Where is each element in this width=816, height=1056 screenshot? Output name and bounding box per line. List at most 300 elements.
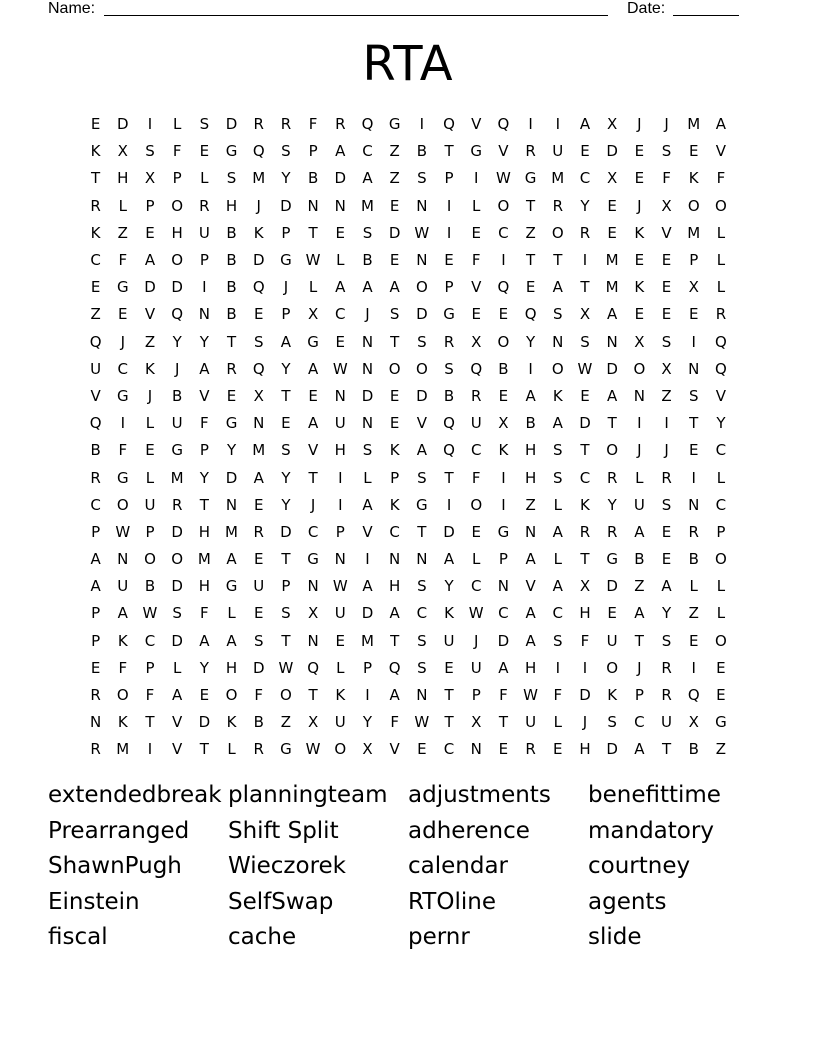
grid-letter[interactable]: N bbox=[117, 550, 129, 569]
grid-letter[interactable]: Q bbox=[497, 278, 510, 297]
grid-letter[interactable]: E bbox=[688, 305, 699, 324]
grid-letter[interactable]: B bbox=[525, 414, 536, 433]
grid-letter[interactable]: A bbox=[389, 604, 400, 623]
grid-letter[interactable]: I bbox=[365, 550, 370, 569]
grid-letter[interactable]: T bbox=[417, 522, 427, 541]
grid-letter[interactable]: F bbox=[200, 604, 209, 623]
grid-letter[interactable]: Y bbox=[199, 332, 209, 351]
grid-letter[interactable]: U bbox=[334, 414, 346, 433]
grid-letter[interactable]: D bbox=[280, 522, 292, 541]
grid-letter[interactable]: M bbox=[252, 441, 266, 460]
grid-letter[interactable]: M bbox=[605, 251, 619, 270]
grid-letter[interactable]: M bbox=[605, 278, 619, 297]
grid-letter[interactable]: R bbox=[525, 142, 536, 161]
grid-letter[interactable]: H bbox=[524, 441, 537, 460]
grid-letter[interactable]: A bbox=[607, 386, 618, 405]
grid-letter[interactable]: E bbox=[253, 305, 264, 324]
grid-letter[interactable]: R bbox=[443, 332, 455, 351]
grid-letter[interactable]: Z bbox=[525, 495, 536, 514]
grid-letter[interactable]: H bbox=[171, 223, 183, 242]
grid-letter[interactable]: C bbox=[634, 713, 645, 732]
grid-letter[interactable]: A bbox=[634, 522, 645, 541]
grid-letter[interactable]: S bbox=[661, 495, 672, 514]
grid-letter[interactable]: E bbox=[716, 658, 726, 677]
grid-letter[interactable]: N bbox=[307, 196, 319, 215]
grid-letter[interactable]: D bbox=[606, 577, 618, 596]
grid-letter[interactable]: A bbox=[144, 251, 156, 270]
grid-letter[interactable]: Y bbox=[661, 604, 672, 623]
grid-letter[interactable]: J bbox=[147, 386, 153, 405]
grid-letter[interactable]: U bbox=[525, 713, 537, 732]
grid-letter[interactable]: V bbox=[172, 713, 183, 732]
grid-letter[interactable]: S bbox=[199, 115, 210, 134]
grid-letter[interactable]: P bbox=[199, 441, 209, 460]
grid-letter[interactable]: I bbox=[365, 686, 370, 705]
grid-letter[interactable]: S bbox=[553, 468, 563, 487]
grid-letter[interactable]: T bbox=[526, 251, 536, 270]
grid-letter[interactable]: M bbox=[170, 468, 184, 487]
grid-letter[interactable]: D bbox=[171, 631, 183, 650]
grid-letter[interactable]: E bbox=[688, 441, 699, 460]
grid-letter[interactable]: Z bbox=[389, 169, 400, 188]
grid-letter[interactable]: F bbox=[118, 251, 128, 270]
grid-letter[interactable]: A bbox=[362, 577, 373, 596]
grid-letter[interactable]: N bbox=[361, 414, 374, 433]
grid-letter[interactable]: J bbox=[664, 441, 669, 460]
grid-letter[interactable]: D bbox=[225, 468, 238, 487]
grid-letter[interactable]: T bbox=[580, 550, 590, 569]
grid-letter[interactable]: T bbox=[91, 169, 101, 188]
grid-letter[interactable]: N bbox=[334, 386, 346, 405]
grid-letter[interactable]: O bbox=[497, 196, 510, 215]
grid-letter[interactable]: T bbox=[308, 468, 318, 487]
grid-letter[interactable]: C bbox=[470, 441, 482, 460]
grid-letter[interactable]: K bbox=[634, 278, 645, 297]
grid-letter[interactable]: H bbox=[334, 441, 346, 460]
grid-letter[interactable]: L bbox=[145, 468, 155, 487]
grid-letter[interactable]: U bbox=[470, 658, 482, 677]
grid-letter[interactable]: W bbox=[332, 577, 348, 596]
grid-letter[interactable]: P bbox=[145, 658, 155, 677]
grid-letter[interactable]: C bbox=[498, 604, 509, 623]
grid-letter[interactable]: A bbox=[362, 278, 373, 297]
grid-letter[interactable]: P bbox=[281, 577, 291, 596]
grid-letter[interactable]: C bbox=[715, 495, 727, 514]
grid-letter[interactable]: B bbox=[443, 386, 455, 405]
grid-letter[interactable]: F bbox=[471, 468, 481, 487]
grid-letter[interactable]: A bbox=[715, 115, 727, 134]
grid-letter[interactable]: J bbox=[637, 115, 642, 134]
grid-letter[interactable]: A bbox=[498, 658, 509, 677]
grid-letter[interactable]: W bbox=[332, 359, 348, 378]
grid-letter[interactable]: N bbox=[524, 522, 537, 541]
grid-letter[interactable]: Q bbox=[388, 658, 401, 677]
grid-letter[interactable]: Q bbox=[252, 359, 265, 378]
grid-letter[interactable]: X bbox=[362, 740, 373, 759]
grid-letter[interactable]: F bbox=[390, 713, 399, 732]
grid-letter[interactable]: R bbox=[253, 115, 264, 134]
grid-letter[interactable]: E bbox=[389, 196, 400, 215]
grid-letter[interactable]: H bbox=[579, 740, 591, 759]
grid-letter[interactable]: T bbox=[661, 740, 672, 759]
grid-letter[interactable]: R bbox=[661, 468, 672, 487]
grid-letter[interactable]: R bbox=[606, 468, 618, 487]
grid-letter[interactable]: A bbox=[661, 577, 672, 596]
grid-letter[interactable]: S bbox=[253, 332, 264, 351]
grid-letter[interactable]: U bbox=[144, 495, 156, 514]
grid-letter[interactable]: I bbox=[528, 359, 533, 378]
grid-letter[interactable]: L bbox=[716, 604, 726, 623]
grid-letter[interactable]: U bbox=[443, 631, 455, 650]
grid-letter[interactable]: C bbox=[117, 359, 129, 378]
grid-letter[interactable]: E bbox=[417, 740, 427, 759]
grid-letter[interactable]: A bbox=[335, 278, 346, 297]
grid-letter[interactable]: Z bbox=[144, 332, 156, 351]
grid-letter[interactable]: O bbox=[116, 686, 129, 705]
grid-letter[interactable]: V bbox=[715, 386, 727, 405]
grid-letter[interactable]: D bbox=[225, 115, 238, 134]
grid-letter[interactable]: E bbox=[90, 278, 101, 297]
grid-letter[interactable]: A bbox=[525, 604, 536, 623]
grid-letter[interactable]: G bbox=[225, 577, 238, 596]
grid-letter[interactable]: M bbox=[252, 169, 266, 188]
grid-letter[interactable]: B bbox=[226, 251, 237, 270]
grid-letter[interactable]: K bbox=[634, 223, 645, 242]
grid-letter[interactable]: T bbox=[580, 278, 590, 297]
grid-letter[interactable]: U bbox=[470, 414, 482, 433]
grid-letter[interactable]: L bbox=[553, 550, 562, 569]
grid-letter[interactable]: N bbox=[552, 332, 564, 351]
grid-letter[interactable]: J bbox=[120, 332, 125, 351]
grid-letter[interactable]: A bbox=[552, 278, 563, 297]
grid-letter[interactable]: E bbox=[607, 196, 617, 215]
grid-letter[interactable]: T bbox=[607, 414, 617, 433]
grid-letter[interactable]: E bbox=[444, 658, 454, 677]
grid-letter[interactable]: H bbox=[524, 658, 537, 677]
grid-letter[interactable]: C bbox=[90, 495, 101, 514]
grid-letter[interactable]: G bbox=[116, 468, 129, 487]
grid-letter[interactable]: E bbox=[389, 414, 400, 433]
grid-letter[interactable]: X bbox=[117, 142, 128, 161]
grid-letter[interactable]: W bbox=[523, 686, 539, 705]
grid-letter[interactable]: H bbox=[389, 577, 401, 596]
grid-letter[interactable]: T bbox=[281, 631, 291, 650]
grid-letter[interactable]: E bbox=[90, 658, 101, 677]
grid-letter[interactable]: C bbox=[579, 468, 591, 487]
grid-letter[interactable]: F bbox=[580, 631, 590, 650]
grid-letter[interactable]: E bbox=[688, 631, 699, 650]
grid-letter[interactable]: K bbox=[580, 495, 590, 514]
grid-letter[interactable]: L bbox=[635, 468, 644, 487]
grid-letter[interactable]: D bbox=[361, 386, 374, 405]
grid-letter[interactable]: B bbox=[688, 550, 699, 569]
grid-letter[interactable]: I bbox=[147, 115, 153, 134]
grid-letter[interactable]: U bbox=[606, 631, 618, 650]
grid-letter[interactable]: B bbox=[253, 713, 264, 732]
grid-letter[interactable]: O bbox=[144, 550, 156, 569]
grid-letter[interactable]: R bbox=[90, 196, 101, 215]
grid-letter[interactable]: Z bbox=[389, 142, 400, 161]
grid-letter[interactable]: L bbox=[472, 550, 481, 569]
grid-letter[interactable]: P bbox=[689, 251, 699, 270]
grid-letter[interactable]: O bbox=[551, 359, 564, 378]
grid-letter[interactable]: O bbox=[606, 441, 619, 460]
grid-letter[interactable]: Q bbox=[443, 414, 455, 433]
grid-letter[interactable]: D bbox=[416, 305, 428, 324]
grid-letter[interactable]: T bbox=[226, 332, 237, 351]
grid-letter[interactable]: H bbox=[117, 169, 129, 188]
grid-letter[interactable]: Q bbox=[89, 414, 102, 433]
grid-letter[interactable]: Q bbox=[252, 278, 265, 297]
grid-letter[interactable]: R bbox=[171, 495, 183, 514]
grid-letter[interactable]: F bbox=[172, 142, 182, 161]
grid-letter[interactable]: I bbox=[446, 495, 452, 514]
grid-letter[interactable]: O bbox=[334, 740, 347, 759]
grid-letter[interactable]: E bbox=[335, 332, 346, 351]
grid-letter[interactable]: C bbox=[144, 631, 156, 650]
grid-letter[interactable]: L bbox=[172, 115, 182, 134]
grid-letter[interactable]: L bbox=[716, 251, 726, 270]
grid-letter[interactable]: P bbox=[362, 658, 372, 677]
grid-letter[interactable]: N bbox=[334, 196, 346, 215]
grid-letter[interactable]: Q bbox=[524, 305, 537, 324]
grid-letter[interactable]: R bbox=[253, 740, 264, 759]
grid-letter[interactable]: E bbox=[716, 686, 726, 705]
grid-letter[interactable]: W bbox=[495, 169, 511, 188]
grid-letter[interactable]: U bbox=[198, 223, 210, 242]
grid-letter[interactable]: U bbox=[90, 359, 102, 378]
grid-letter[interactable]: E bbox=[335, 223, 346, 242]
grid-letter[interactable]: G bbox=[171, 441, 183, 460]
grid-letter[interactable]: Z bbox=[661, 386, 672, 405]
grid-letter[interactable]: M bbox=[360, 196, 374, 215]
grid-letter[interactable]: J bbox=[637, 658, 642, 677]
grid-letter[interactable]: S bbox=[281, 142, 291, 161]
grid-letter[interactable]: Q bbox=[361, 115, 374, 134]
grid-letter[interactable]: G bbox=[524, 169, 537, 188]
grid-letter[interactable]: O bbox=[715, 550, 727, 569]
grid-letter[interactable]: R bbox=[606, 522, 618, 541]
grid-letter[interactable]: V bbox=[715, 142, 727, 161]
grid-letter[interactable]: L bbox=[716, 223, 726, 242]
grid-letter[interactable]: E bbox=[90, 115, 101, 134]
grid-letter[interactable]: K bbox=[253, 223, 264, 242]
grid-letter[interactable]: K bbox=[90, 223, 101, 242]
grid-letter[interactable]: I bbox=[501, 251, 506, 270]
grid-letter[interactable]: I bbox=[582, 251, 588, 270]
grid-letter[interactable]: M bbox=[687, 223, 701, 242]
grid-letter[interactable]: F bbox=[499, 686, 508, 705]
grid-letter[interactable]: K bbox=[552, 386, 563, 405]
grid-letter[interactable]: G bbox=[280, 740, 292, 759]
grid-letter[interactable]: E bbox=[444, 251, 454, 270]
grid-letter[interactable]: P bbox=[498, 550, 508, 569]
grid-letter[interactable]: V bbox=[362, 522, 373, 541]
grid-letter[interactable]: F bbox=[118, 658, 128, 677]
grid-letter[interactable]: C bbox=[389, 522, 400, 541]
grid-letter[interactable]: E bbox=[634, 251, 645, 270]
grid-letter[interactable]: L bbox=[553, 495, 562, 514]
grid-letter[interactable]: P bbox=[471, 686, 481, 705]
grid-letter[interactable]: A bbox=[634, 740, 645, 759]
grid-letter[interactable]: T bbox=[199, 740, 209, 759]
grid-letter[interactable]: E bbox=[498, 386, 509, 405]
grid-letter[interactable]: D bbox=[171, 278, 183, 297]
grid-letter[interactable]: Y bbox=[199, 468, 209, 487]
grid-letter[interactable]: C bbox=[715, 441, 727, 460]
grid-letter[interactable]: Q bbox=[443, 441, 455, 460]
grid-letter[interactable]: E bbox=[661, 251, 672, 270]
grid-letter[interactable]: G bbox=[443, 305, 455, 324]
grid-letter[interactable]: Z bbox=[280, 713, 292, 732]
grid-letter[interactable]: S bbox=[281, 604, 291, 623]
grid-letter[interactable]: G bbox=[116, 386, 129, 405]
grid-letter[interactable]: A bbox=[525, 550, 536, 569]
grid-letter[interactable]: O bbox=[388, 359, 401, 378]
grid-letter[interactable]: U bbox=[661, 713, 673, 732]
grid-letter[interactable]: E bbox=[253, 550, 264, 569]
grid-letter[interactable]: Y bbox=[281, 169, 291, 188]
grid-letter[interactable]: M bbox=[225, 522, 238, 541]
grid-letter[interactable]: W bbox=[115, 522, 131, 541]
grid-letter[interactable]: X bbox=[688, 278, 699, 297]
grid-letter[interactable]: T bbox=[526, 196, 536, 215]
grid-letter[interactable]: I bbox=[446, 196, 452, 215]
grid-letter[interactable]: Q bbox=[497, 115, 510, 134]
grid-letter[interactable]: D bbox=[144, 278, 156, 297]
grid-letter[interactable]: I bbox=[202, 278, 207, 297]
grid-letter[interactable]: A bbox=[525, 386, 536, 405]
grid-letter[interactable]: S bbox=[226, 169, 237, 188]
grid-letter[interactable]: I bbox=[691, 332, 696, 351]
grid-letter[interactable]: D bbox=[171, 522, 183, 541]
grid-letter[interactable]: X bbox=[661, 196, 672, 215]
grid-letter[interactable]: E bbox=[199, 686, 210, 705]
grid-letter[interactable]: I bbox=[664, 414, 669, 433]
grid-letter[interactable]: Y bbox=[580, 196, 590, 215]
grid-letter[interactable]: T bbox=[444, 713, 454, 732]
grid-letter[interactable]: N bbox=[688, 495, 700, 514]
grid-letter[interactable]: E bbox=[634, 169, 645, 188]
grid-letter[interactable]: Y bbox=[526, 332, 536, 351]
grid-letter[interactable]: R bbox=[90, 468, 101, 487]
grid-letter[interactable]: I bbox=[501, 495, 506, 514]
grid-letter[interactable]: E bbox=[661, 522, 672, 541]
grid-letter[interactable]: C bbox=[579, 169, 591, 188]
grid-letter[interactable]: Q bbox=[307, 658, 319, 677]
grid-letter[interactable]: I bbox=[691, 658, 696, 677]
grid-letter[interactable]: E bbox=[525, 278, 536, 297]
grid-letter[interactable]: J bbox=[310, 495, 316, 514]
grid-letter[interactable]: G bbox=[715, 713, 727, 732]
grid-letter[interactable]: G bbox=[225, 142, 238, 161]
grid-letter[interactable]: G bbox=[606, 550, 618, 569]
grid-letter[interactable]: W bbox=[305, 251, 321, 270]
grid-letter[interactable]: E bbox=[607, 223, 617, 242]
grid-letter[interactable]: T bbox=[308, 223, 318, 242]
grid-letter[interactable]: N bbox=[688, 359, 700, 378]
grid-letter[interactable]: Z bbox=[634, 577, 645, 596]
grid-letter[interactable]: S bbox=[661, 142, 672, 161]
grid-letter[interactable]: R bbox=[199, 196, 210, 215]
grid-letter[interactable]: D bbox=[579, 414, 591, 433]
grid-letter[interactable]: T bbox=[444, 142, 454, 161]
grid-letter[interactable]: K bbox=[389, 441, 400, 460]
grid-letter[interactable]: A bbox=[117, 604, 128, 623]
grid-letter[interactable]: F bbox=[308, 115, 318, 134]
grid-letter[interactable]: A bbox=[90, 550, 101, 569]
grid-letter[interactable]: S bbox=[417, 332, 427, 351]
grid-letter[interactable]: T bbox=[444, 686, 454, 705]
grid-letter[interactable]: E bbox=[634, 305, 645, 324]
grid-letter[interactable]: B bbox=[172, 386, 183, 405]
grid-letter[interactable]: L bbox=[716, 468, 726, 487]
grid-letter[interactable]: B bbox=[362, 251, 373, 270]
grid-letter[interactable]: P bbox=[634, 686, 644, 705]
grid-letter[interactable]: T bbox=[444, 468, 454, 487]
grid-letter[interactable]: I bbox=[582, 658, 588, 677]
grid-letter[interactable]: A bbox=[416, 441, 427, 460]
grid-letter[interactable]: R bbox=[90, 686, 101, 705]
grid-letter[interactable]: P bbox=[281, 305, 291, 324]
grid-letter[interactable]: X bbox=[688, 713, 699, 732]
grid-letter[interactable]: T bbox=[390, 332, 400, 351]
grid-letter[interactable]: Q bbox=[715, 359, 727, 378]
grid-letter[interactable]: P bbox=[172, 169, 182, 188]
grid-letter[interactable]: E bbox=[688, 142, 699, 161]
grid-letter[interactable]: I bbox=[419, 115, 425, 134]
grid-letter[interactable]: I bbox=[338, 495, 343, 514]
grid-letter[interactable]: Q bbox=[443, 115, 455, 134]
grid-letter[interactable]: K bbox=[389, 495, 400, 514]
grid-letter[interactable]: H bbox=[225, 658, 238, 677]
grid-letter[interactable]: E bbox=[553, 740, 563, 759]
grid-letter[interactable]: E bbox=[471, 522, 481, 541]
grid-letter[interactable]: I bbox=[637, 414, 642, 433]
grid-letter[interactable]: A bbox=[389, 686, 400, 705]
grid-letter[interactable]: U bbox=[334, 713, 346, 732]
grid-letter[interactable]: Q bbox=[89, 332, 102, 351]
grid-letter[interactable]: N bbox=[334, 550, 346, 569]
grid-letter[interactable]: X bbox=[144, 169, 156, 188]
grid-letter[interactable]: N bbox=[225, 495, 238, 514]
grid-letter[interactable]: K bbox=[117, 713, 128, 732]
grid-letter[interactable]: P bbox=[91, 522, 101, 541]
grid-letter[interactable]: P bbox=[308, 142, 318, 161]
grid-letter[interactable]: A bbox=[389, 278, 400, 297]
grid-letter[interactable]: F bbox=[118, 441, 128, 460]
grid-letter[interactable]: B bbox=[226, 305, 237, 324]
grid-letter[interactable]: D bbox=[334, 169, 347, 188]
grid-letter[interactable]: D bbox=[606, 142, 618, 161]
grid-letter[interactable]: X bbox=[471, 332, 482, 351]
grid-letter[interactable]: V bbox=[389, 740, 400, 759]
grid-letter[interactable]: F bbox=[471, 251, 481, 270]
grid-letter[interactable]: L bbox=[689, 577, 698, 596]
grid-letter[interactable]: D bbox=[606, 359, 618, 378]
grid-letter[interactable]: L bbox=[200, 169, 209, 188]
grid-letter[interactable]: E bbox=[498, 740, 509, 759]
grid-letter[interactable]: X bbox=[607, 115, 618, 134]
grid-letter[interactable]: G bbox=[225, 414, 238, 433]
grid-letter[interactable]: N bbox=[606, 332, 618, 351]
grid-letter[interactable]: L bbox=[227, 604, 236, 623]
grid-letter[interactable]: J bbox=[256, 196, 261, 215]
grid-letter[interactable]: A bbox=[552, 577, 563, 596]
grid-letter[interactable]: Y bbox=[226, 441, 237, 460]
grid-letter[interactable]: Y bbox=[716, 414, 726, 433]
grid-letter[interactable]: D bbox=[579, 686, 591, 705]
